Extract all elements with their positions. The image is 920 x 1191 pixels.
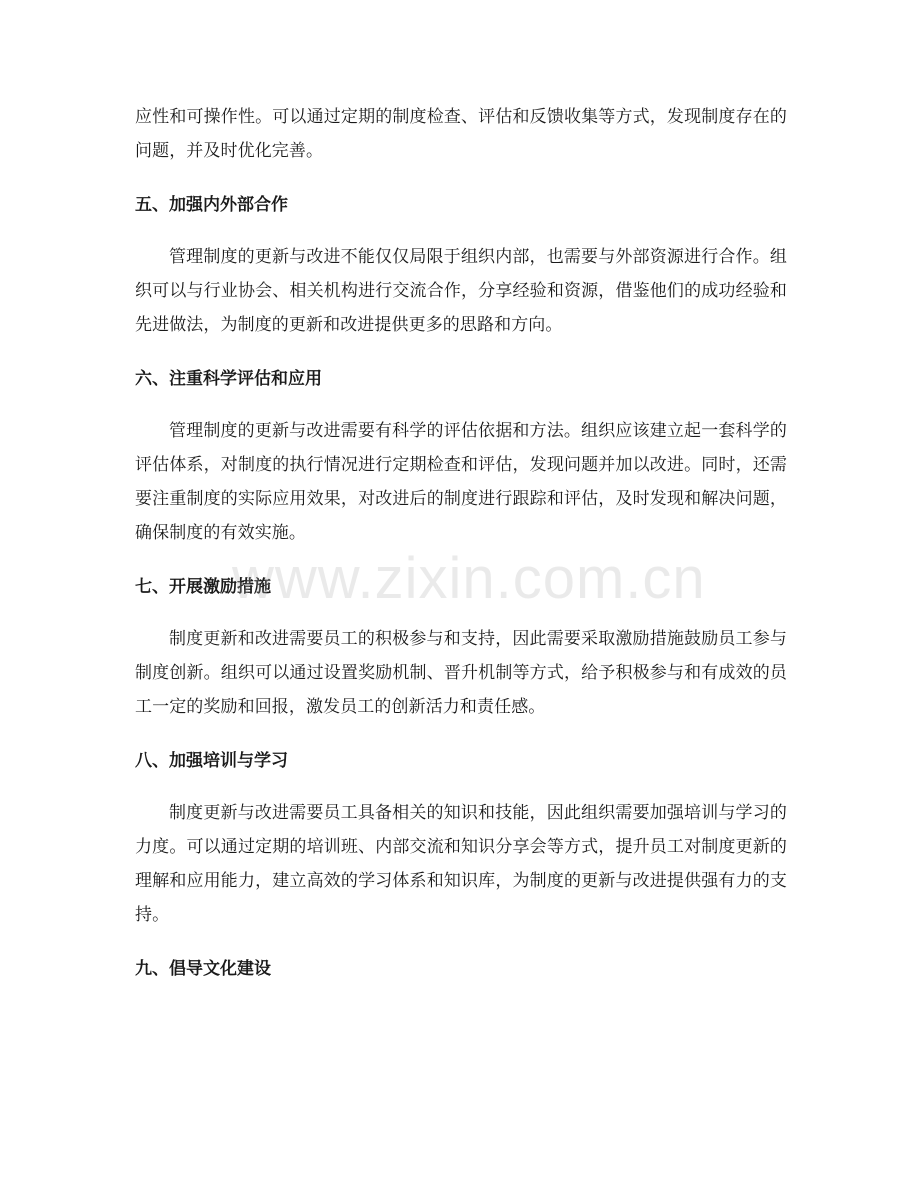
section-heading-5: 五、加强内外部合作 bbox=[135, 195, 288, 215]
section-heading-7: 七、开展激励措施 bbox=[135, 577, 271, 597]
section-heading-6: 六、注重科学评估和应用 bbox=[135, 369, 322, 389]
intro-paragraph: 应性和可操作性。可以通过定期的制度检查、评估和反馈收集等方式，发现制度存在的问题，并及时优化完善。 bbox=[135, 107, 787, 161]
section-paragraph-8: 制度更新与改进需要员工具备相关的知识和技能，因此组织需要加强培训与学习的力度。可以通过定期的培训班、内部交流和知识分享会等方式，提升员工对制度更新的理解和应用能力，建立高效的学习体系和知识库，为制度的更新与改进提供强有力的支持。 bbox=[135, 803, 787, 925]
section-heading-9: 九、倡导文化建设 bbox=[135, 959, 271, 979]
section-paragraph-7: 制度更新和改进需要员工的积极参与和支持，因此需要采取激励措施鼓励员工参与制度创新。组织可以通过设置奖励机制、晋升机制等方式，给予积极参与和有成效的员工一定的奖励和回报，激发员工的创新活力和责任感。 bbox=[135, 629, 787, 717]
section-paragraph-6: 管理制度的更新与改进需要有科学的评估依据和方法。组织应该建立起一套科学的评估体系，对制度的执行情况进行定期检查和评估，发现问题并加以改进。同时，还需要注重制度的实际应用效果，对改进后的制度进行跟踪和评估，及时发现和解决问题，确保制度的有效实施。 bbox=[135, 421, 787, 543]
document-content bbox=[135, 100, 787, 986]
section-heading-8: 八、加强培训与学习 bbox=[135, 751, 288, 771]
watermark: www.zixin.com.cn bbox=[232, 546, 706, 611]
section-paragraph-5: 管理制度的更新与改进不能仅仅局限于组织内部，也需要与外部资源进行合作。组织可以与行业协会、相关机构进行交流合作，分享经验和资源，借鉴他们的成功经验和先进做法，为制度的更新和改进提供更多的思路和方向。 bbox=[135, 247, 787, 335]
